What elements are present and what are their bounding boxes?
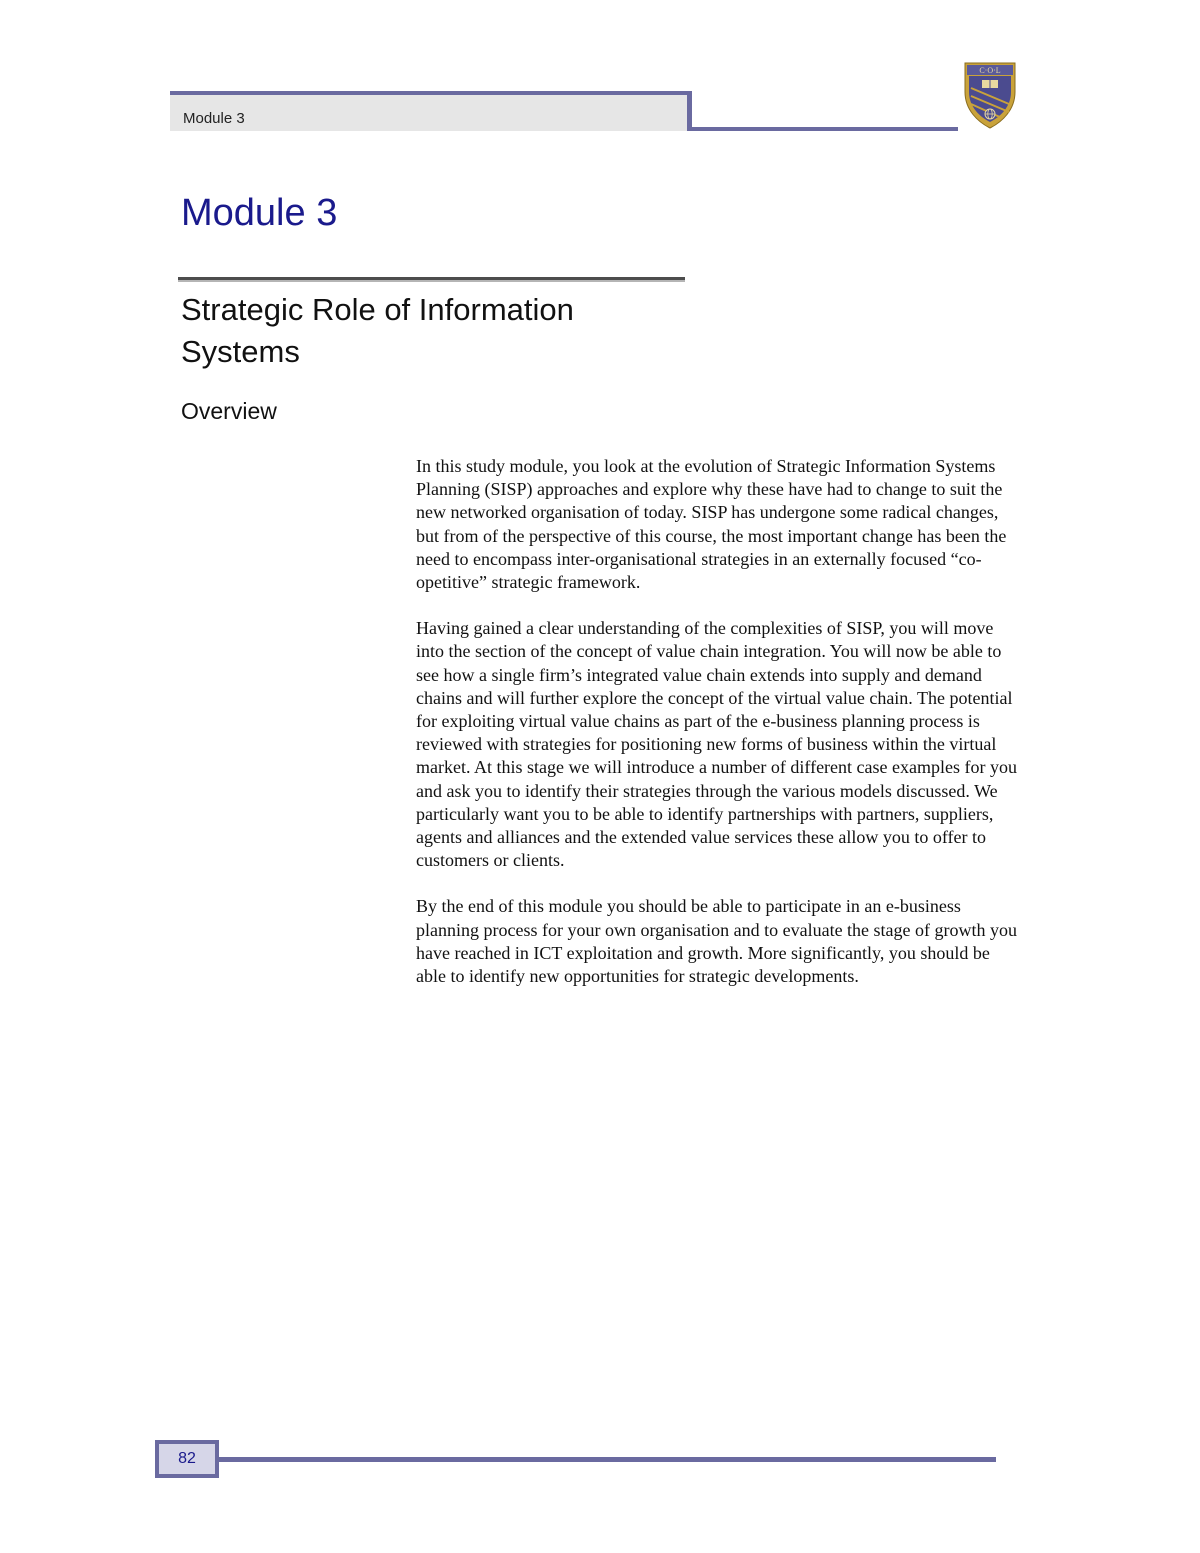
footer-rule <box>219 1457 996 1462</box>
running-header-title: Module 3 <box>183 110 245 127</box>
paragraph: By the end of this module you should be able to participate in an e-business planning process for your own organisation and to evaluate the stage of growth you have reached in ICT exploitation and growth. More significantly, you should be able to identify new opportunities for strategic developments. <box>416 896 1018 987</box>
paragraph: Having gained a clear understanding of the complexities of SISP, you will move into the section of the concept of value chain integration. You will now be able to see how a single firm’s integrated value chain extends into supply and demand chains and will further explore the concept of the virtual value chain. The potential for exploiting virtual value chains as part of the e-business planning process is reviewed with strategies for positioning new forms of business within the virtual market. At this stage we will introduce a number of different case examples for you and ask you to identify their strategies through the various models discussed. We particularly want you to be able to identify partnerships with partners, suppliers, agents and alliances and the extended value services these allow you to offer to customers or clients. <box>416 618 1017 871</box>
title-divider <box>178 277 685 280</box>
module-title: Module 3 <box>181 192 338 234</box>
paragraph: In this study module, you look at the evolution of Strategic Information Systems Planning (SISP) approaches and explore why these have had to change to suit the new networked organisation of today. SISP has undergone some radical changes, but from of the perspective of this course, the most important change has been the need to encompass inter-organisational strategies in an externally focused “co-opetitive” strategic framework. <box>416 456 1007 593</box>
col-logo <box>962 60 1018 130</box>
page-number: 82 <box>155 1440 219 1478</box>
unit-title: Strategic Role of Information Systems <box>181 292 574 369</box>
header-rule <box>692 127 958 131</box>
header-tab <box>170 91 692 131</box>
svg-text:C·O·L: C·O·L <box>979 66 1001 75</box>
overview-body <box>416 455 1021 1011</box>
section-heading-overview: Overview <box>181 398 277 424</box>
